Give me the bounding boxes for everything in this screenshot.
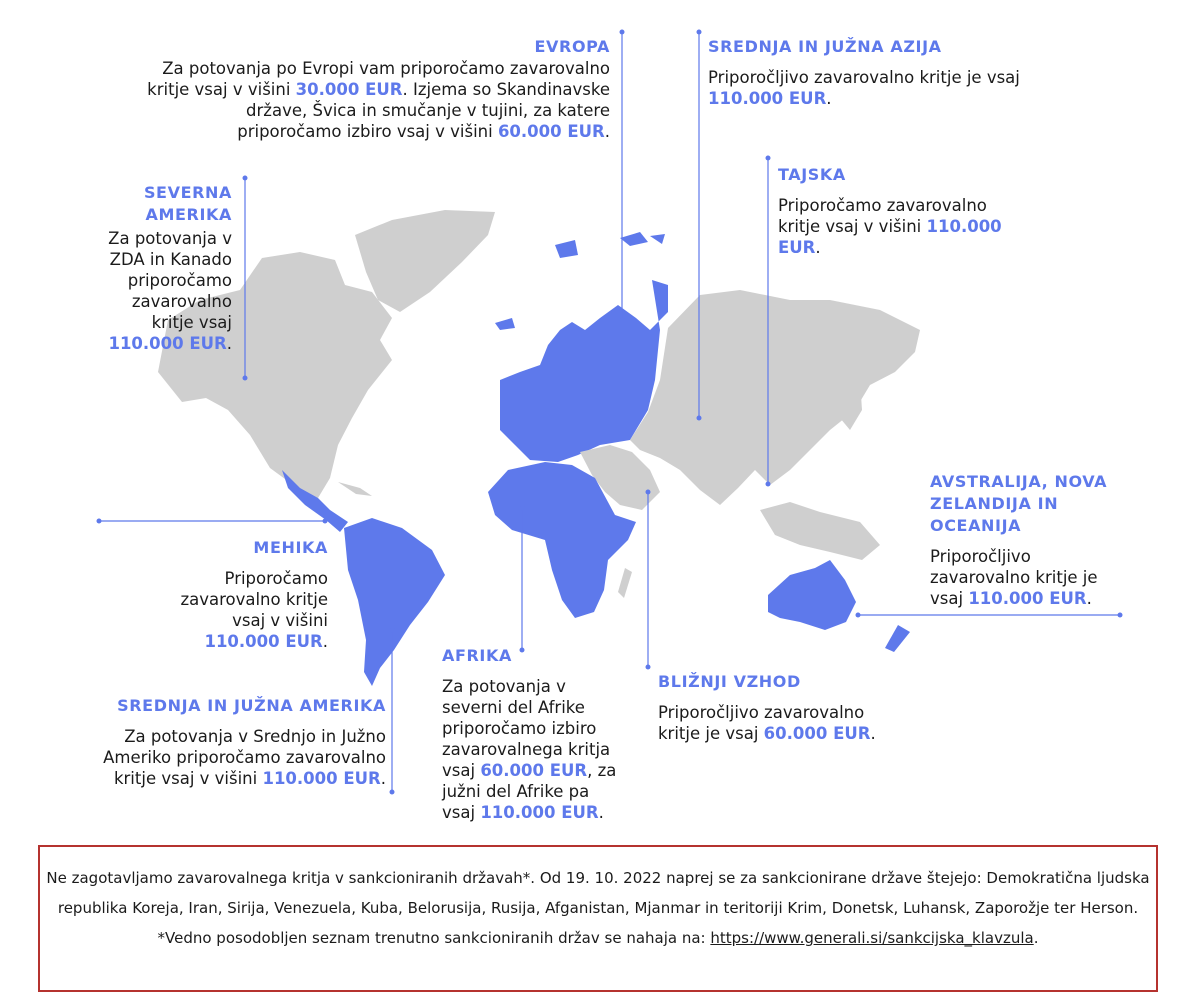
region-title: TAJSKA (778, 165, 846, 184)
region-desc: Za potovanja v ZDA in Kanado priporočamo zavarovalno kritje vsaj 110.000 EUR. (108, 229, 232, 353)
svalbard (555, 240, 578, 258)
region-blizni-vzhod (658, 671, 890, 744)
madagascar (618, 568, 632, 598)
caribbean (338, 482, 372, 496)
region-title: AFRIKA (442, 646, 512, 665)
new-zealand (885, 625, 910, 652)
se-asia-islands (760, 502, 880, 560)
region-desc: Za potovanja v Srednjo in Južno Ameriko priporočamo zavarovalno kritje vsaj v višini 110.000 EUR. (103, 727, 386, 788)
region-title: SEVERNA AMERIKA (143, 183, 232, 224)
sanctions-link[interactable]: https://www.generali.si/sankcijska_klavzula (710, 929, 1034, 947)
region-srednja-juzna-azija (708, 36, 1068, 109)
region-title: BLIŽNJI VZHOD (658, 672, 801, 691)
region-title: EVROPA (534, 37, 610, 56)
arctic-island-2 (650, 234, 665, 244)
region-avstralija (930, 471, 1130, 609)
region-evropa (138, 36, 610, 142)
asia (630, 290, 920, 505)
region-desc: Priporočamo zavarovalno kritje vsaj v višini 110.000 EUR. (180, 569, 328, 651)
region-tajska (778, 164, 1010, 258)
region-srednja-juzna-amerika (100, 695, 386, 789)
region-desc: Priporočamo zavarovalno kritje vsaj v višini 110.000 EUR. (778, 196, 1002, 257)
region-afrika (442, 645, 624, 823)
greenland (355, 210, 495, 312)
region-desc: Priporočljivo zavarovalno kritje je vsaj 110.000 EUR. (708, 68, 1020, 108)
region-desc: Priporočljivo zavarovalno kritje je vsaj 110.000 EUR. (930, 547, 1098, 608)
sanctions-notice: Ne zagotavljamo zavarovalnega kritja v sankcioniranih državah*. Od 19. 10. 2022 naprej se za sankcionirane države štejejo: Demokratična ljudska republika Koreja, Iran, Sirija, Venezuela, Kuba, Belorusija, Rusija, Afganistan, Mjanmar in teritoriji Krim, Donetsk, Luhansk, Zaporožje ter Herson. *Vedno posodobljen seznam trenutno sankcioniranih držav se nahaja na: https://www.generali.si/sankcijska_klavzula. (38, 845, 1158, 992)
australia (768, 560, 856, 630)
region-desc: Za potovanja v severni del Afrike priporočamo izbiro zavarovalnega kritja vsaj 60.000 EUR, za južni del Afrike pa vsaj 110.000 EUR. (442, 677, 617, 822)
region-title: SREDNJA IN JUŽNA AMERIKA (117, 696, 386, 715)
region-severna-amerika (96, 182, 232, 354)
region-title: MEHIKA (253, 538, 328, 557)
region-title: SREDNJA IN JUŽNA AZIJA (708, 37, 942, 56)
south-america (344, 518, 445, 686)
region-title: AVSTRALIJA, NOVA ZELANDIJA IN OCEANIJA (930, 472, 1108, 535)
region-mehika (160, 537, 328, 652)
region-desc: Priporočljivo zavarovalno kritje je vsaj 60.000 EUR. (658, 703, 876, 743)
region-desc: Za potovanja po Evropi vam priporočamo zavarovalno kritje vsaj v višini 30.000 EUR. Izjema so Skandinavske države, Švica in smučanje v tujini, za katere priporočamo izbiro vsaj v višini 60.000 EUR. (147, 59, 610, 141)
iceland (495, 318, 515, 330)
notice-text: Ne zagotavljamo zavarovalnega kritja v sankcioniranih državah*. Od 19. 10. 2022 naprej se za sankcionirane države štejejo: Demokratična ljudska republika Koreja, Iran, Sirija, Venezuela, Kuba, Belorusija, Rusija, Afganistan, Mjanmar in teritoriji Krim, Donetsk, Luhansk, Zaporožje ter Herson. *Vedno posodobljen seznam trenutno sankcioniranih držav se nahaja na: (46, 869, 1150, 947)
arctic-island-1 (620, 232, 648, 246)
